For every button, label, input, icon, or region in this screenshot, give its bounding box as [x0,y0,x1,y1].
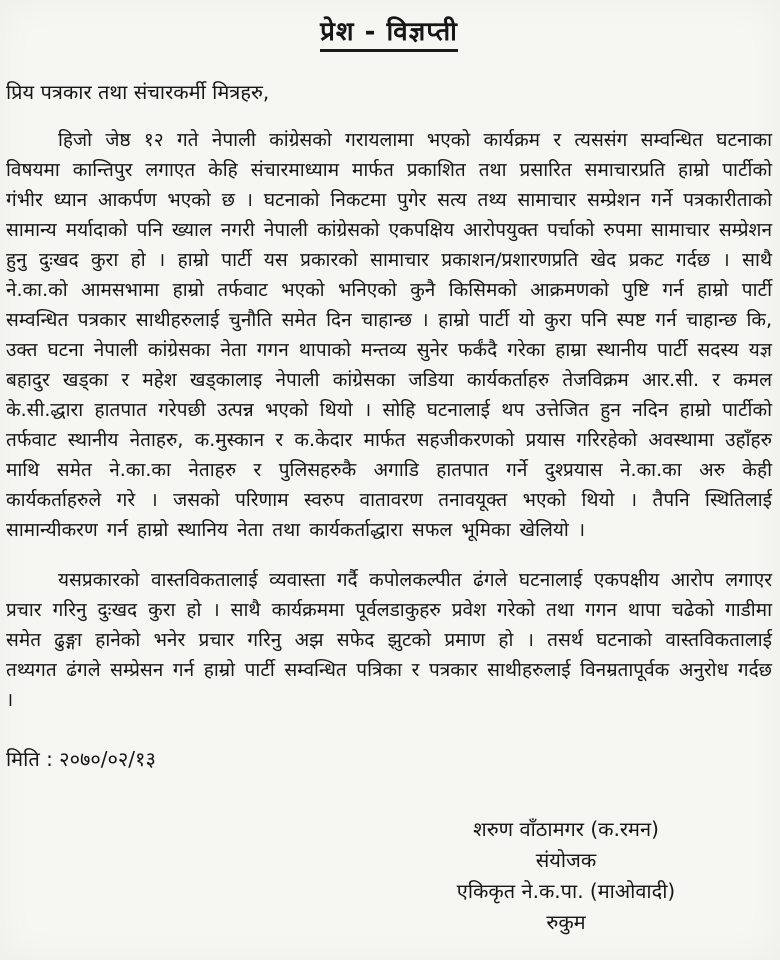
document-title [6,12,772,52]
document-title-text: प्रेश - विज्ञप्ती [320,12,458,52]
signature-party: एकिकृत ने.क.पा. (माओवादी) [456,879,676,903]
date-line: मिति : २०७०/०२/१३ [6,747,156,771]
salutation: प्रिय पत्रकार तथा संचारकर्मी मित्रहरु, [6,80,270,104]
signature-role: संयोजक [535,848,597,872]
body-paragraph-2: यसप्रकारको वास्तविकतालाई व्यवास्ता गर्दै कपोलकल्पीत ढंगले घटनालाई एकपक्षीय आरोप लगाएर प्रचार गरिनु दुःखद कुरा हो । साथै कार्यक्रममा पूर्वलडाकुहरु प्रवेश गरेको तथा गगन थापा चढेको गाडीमा समेत ढुङ्गा हानेको भनेर प्रचार गरिनु अझ सफेद झुटको प्रमाण हो । तसर्थ घटनाको वास्तविकतालाई तथ्यगत ढंगले सम्प्रेसन गर्न हाम्रो पार्टी सम्वन्धित पत्रिका र पत्रकार साथीहरुलाई विनम्रतापूर्वक अनुरोध गर्दछ । [6,569,772,711]
signature-block [376,814,756,938]
signature-name: शरुण वाँठामगर (क.रमन) [473,817,659,841]
body-paragraph-1: हिजो जेष्ठ १२ गते नेपाली कांग्रेसको गरायलामा भएको कार्यक्रम र त्यससंग सम्वन्धित घटनाका विषयमा कान्तिपुर लगाएत केहि संचारमाध्याम मार्फत प्रकाशित तथा प्रसारित समाचारप्रति हाम्रो पार्टीको गंभीर ध्यान आकर्पण भएको छ । घटनाको निकटमा पुगेर सत्य तथ्य सामाचार सम्प्रेशन गर्ने पत्रकारीताको सामान्य मर्यादाको पनि ख्याल नगरी नेपाली कांग्रेसको एकपक्षिय आरोपयुक्त पर्चाको रुपमा सामाचार सम्प्रेशन हुनु दुःखद कुरा हो । हाम्रो पार्टी यस प्रकारको सामाचार प्रकाशन/प्रशारणप्रति खेद प्रकट गर्दछ । साथै ने.का.को आमसभामा हाम्रो तर्फवाट भएको भनिएको कुनै किसिमको आक्रमणको पुष्टि गर्न हाम्रो पार्टी सम्वन्धित पत्रकार साथीहरुलाई चुनौति समेत दिन चाहान्छ । हाम्रो पार्टी यो कुरा पनि स्पष्ट गर्न चाहान्छ कि, उक्त घटना नेपाली कांग्रेसका नेता गगन थापाको मन्तव्य सुनेर फर्कंदै गरेका हाम्रा स्थानीय पार्टी सदस्य यज्ञ बहादुर खड्का र महेश खड्कालाइ नेपाली कांग्रेसका जडिया कार्यकर्ताहरु तेजविक्रम आर.सी. र कमल के.सी.द्धारा हातपात गरेपछी उत्पन्न भएको थियो । सोहि घटनालाई थप उत्तेजित हुन नदिन हाम्रो पार्टीको तर्फवाट स्थानीय नेताहरु, क.मुस्कान र क.केदार मार्फत सहजीकरणको प्रयास गरिरहेको अवस्थामा उहाँहरु माथि समेत ने.का.का नेताहरु र पुलिसहरुकै अगाडि हातपात गर्ने दुश्प्रयास ने.का.का अरु केही कार्यकर्ताहरुले गरे । जसको परिणाम स्वरुप वातावरण तनावयूक्त भएको थियो । तैपनि स्थितिलाई सामान्यीकरण गर्न हाम्रो स्थानिय नेता तथा कार्यकर्ताद्धारा सफल भूमिका खेलियो । [6,129,772,541]
signature-place: रुकुम [546,910,586,934]
